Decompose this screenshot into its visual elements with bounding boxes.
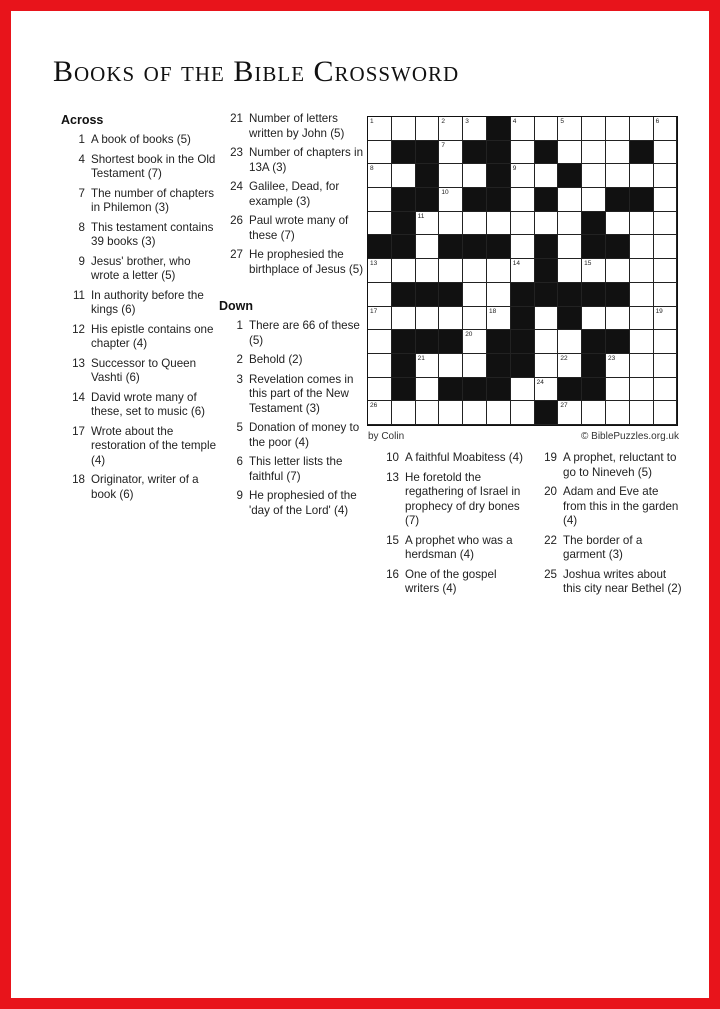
grid-cell[interactable] [463,401,487,425]
grid-cell[interactable] [558,141,582,165]
grid-cell[interactable] [582,117,606,141]
clue-text: Originator, writer of a book (6) [91,473,199,501]
grid-block [392,141,416,165]
grid-cell[interactable] [392,164,416,188]
clue-number: 3 [236,372,243,386]
grid-cell[interactable] [463,164,487,188]
clue-text: Successor to Queen Vashti (6) [91,356,197,384]
across-clue [61,187,217,216]
cell-number: 3 [465,118,469,125]
across-clue [61,255,217,284]
grid-cell[interactable] [368,307,392,331]
across-clue [61,391,217,420]
down-clue [375,451,525,466]
down-clue [375,568,525,597]
grid-block [582,235,606,259]
grid-cell[interactable] [439,164,463,188]
grid-cell[interactable] [368,188,392,212]
clue-number: 11 [72,288,85,302]
grid-block [606,235,630,259]
grid-block [606,283,630,307]
grid-block [439,378,463,402]
grid-cell[interactable] [630,212,654,236]
grid-block [606,330,630,354]
clue-text: Paul wrote many of these (7) [249,214,349,242]
grid-block [535,235,559,259]
grid-cell[interactable] [368,212,392,236]
across-clue [61,133,217,148]
down-clue [219,455,365,484]
clue-number: 21 [230,112,243,125]
grid-block [511,307,535,331]
grid-block [582,212,606,236]
grid-cell[interactable] [511,401,535,425]
across-clue [219,214,365,243]
grid-block [439,283,463,307]
grid-cell[interactable] [630,235,654,259]
down-clue [375,534,525,563]
across-clue [219,146,365,175]
grid-block [487,354,511,378]
cell-number: 22 [560,354,568,362]
grid-cell[interactable] [654,378,678,402]
grid-block [535,188,559,212]
grid-cell[interactable] [606,354,630,378]
grid-block [487,164,511,188]
grid-cell[interactable] [558,354,582,378]
grid-block [487,330,511,354]
grid-block [582,283,606,307]
grid-cell[interactable] [535,330,559,354]
grid-block [416,283,440,307]
grid-cell[interactable] [630,164,654,188]
grid-block [535,141,559,165]
grid-block [392,378,416,402]
clue-number: 24 [230,180,243,193]
grid-cell[interactable] [606,141,630,165]
clue-number: 18 [72,473,85,486]
grid-cell[interactable] [606,307,630,331]
grid-cell[interactable] [439,354,463,378]
grid-cell[interactable] [439,212,463,236]
cell-number: 13 [370,260,378,268]
clue-number: 23 [230,146,243,159]
grid-block [630,141,654,165]
grid-block [535,401,559,425]
down-clue [533,534,683,563]
across-clue [219,112,365,141]
clue-number: 8 [78,220,85,234]
cell-number: 21 [417,354,425,362]
grid-cell[interactable] [606,378,630,402]
down-clue [533,568,683,597]
grid-cell[interactable] [582,164,606,188]
grid-block [487,235,511,259]
across-clue [61,425,217,469]
grid-cell[interactable] [558,330,582,354]
grid-cell[interactable] [654,259,678,283]
grid-block [416,164,440,188]
cell-number: 20 [465,331,473,339]
grid-cell[interactable] [558,212,582,236]
clue-text: A faithful Moabitess (4) [405,451,523,464]
grid-block [463,235,487,259]
grid-cell[interactable] [392,259,416,283]
grid-cell[interactable] [392,117,416,141]
cell-number: 9 [512,165,517,173]
grid-block [606,188,630,212]
cell-number: 5 [560,118,564,125]
grid-cell[interactable] [487,307,511,331]
across-clue [219,248,365,277]
clue-number: 10 [386,451,399,464]
grid-cell[interactable] [582,141,606,165]
grid-cell[interactable] [654,330,678,354]
grid-cell[interactable] [558,117,582,141]
grid-block [416,330,440,354]
grid-cell[interactable] [606,212,630,236]
grid-block [439,330,463,354]
cell-number: 7 [441,141,446,149]
grid-cell[interactable] [654,164,678,188]
grid-cell[interactable] [511,235,535,259]
grid-cell[interactable] [511,212,535,236]
clue-text: Adam and Eve ate from this in the garden (4) [563,485,679,527]
across-clue [61,473,217,502]
grid-cell[interactable] [582,188,606,212]
grid-cell[interactable] [392,307,416,331]
grid-block [558,307,582,331]
clue-text: His epistle contains one chapter (4) [91,322,214,350]
grid-block [368,235,392,259]
clue-number: 14 [72,390,85,404]
grid-cell[interactable] [439,401,463,425]
grid-cell[interactable] [630,117,654,141]
clue-text: There are 66 of these (5) [249,319,360,347]
grid-block [463,188,487,212]
grid-block [416,141,440,165]
down-clue [219,373,365,417]
clue-text: Joshua writes about this city near Bethel (2) [563,567,682,595]
grid-cell[interactable] [606,164,630,188]
grid-block [487,188,511,212]
cell-number: 18 [488,307,497,315]
grid-cell[interactable] [535,164,559,188]
clue-number: 22 [544,533,557,547]
clue-text: Revelation comes in this part of the New Testament (3) [249,372,354,415]
clue-number: 26 [230,214,243,227]
grid-block [463,141,487,165]
grid-cell[interactable] [558,401,582,425]
clue-text: One of the gospel writers (4) [405,567,497,595]
clue-number: 27 [230,248,243,261]
grid-block [582,330,606,354]
grid-cell[interactable] [630,354,654,378]
clue-number: 9 [236,489,243,502]
clue-number: 6 [236,455,243,468]
grid-cell[interactable] [511,188,535,212]
clue-number: 2 [236,353,243,366]
grid-cell[interactable] [654,188,678,212]
author-credit: by Colin [368,431,405,442]
website-credit: © BiblePuzzles.org.uk [581,431,679,442]
grid-block [511,354,535,378]
down-heading: Down [219,299,254,313]
across-clue [219,180,365,209]
grid-cell[interactable] [511,117,535,141]
grid-cell[interactable] [392,401,416,425]
grid-cell[interactable] [654,283,678,307]
grid-cell[interactable] [463,354,487,378]
grid-cell[interactable] [535,212,559,236]
grid-cell[interactable] [511,259,535,283]
crossword-grid[interactable] [367,116,678,426]
grid-cell[interactable] [463,212,487,236]
grid-block [392,188,416,212]
grid-cell[interactable] [582,259,606,283]
grid-cell[interactable] [368,378,392,402]
grid-cell[interactable] [463,307,487,331]
grid-cell[interactable] [416,354,440,378]
grid-cell[interactable] [654,235,678,259]
cell-number: 1 [370,118,374,125]
grid-cell[interactable] [487,259,511,283]
clue-number: 9 [78,254,85,268]
grid-block [582,378,606,402]
cell-number: 14 [512,260,521,268]
clue-text: He foretold the regathering of Israel in prophecy of dry bones (7) [405,470,521,527]
grid-block [416,188,440,212]
clue-text: David wrote many of these, set to music (6) [91,390,206,418]
across-clues-column [61,113,217,507]
grid-cell[interactable] [416,378,440,402]
grid-cell[interactable] [582,401,606,425]
grid-cell[interactable] [487,212,511,236]
clue-number: 1 [236,319,243,332]
grid-cell[interactable] [368,141,392,165]
clue-text: Donation of money to the poor (4) [249,421,360,449]
clue-number: 16 [386,567,399,581]
cell-number: 4 [512,118,517,125]
cell-number: 8 [370,165,374,173]
grid-cell[interactable] [368,259,392,283]
grid-cell[interactable] [463,330,487,354]
grid-cell[interactable] [630,307,654,331]
grid-block [535,259,559,283]
clue-text: This testament contains 39 books (3) [91,220,214,248]
across-clue [61,357,217,386]
clue-number: 1 [78,133,85,146]
clue-text: A book of books (5) [91,133,191,146]
grid-cell[interactable] [416,401,440,425]
grid-block [558,164,582,188]
grid-cell[interactable] [511,141,535,165]
grid-cell[interactable] [582,307,606,331]
grid-cell[interactable] [630,378,654,402]
grid-cell[interactable] [630,401,654,425]
clue-number: 5 [236,421,243,434]
grid-cell[interactable] [654,141,678,165]
clue-number: 4 [78,152,85,166]
grid-cell[interactable] [558,259,582,283]
cell-number: 2 [441,118,446,125]
grid-cell[interactable] [368,117,392,141]
clue-number: 15 [386,533,399,547]
clue-text: This letter lists the faithful (7) [249,455,343,483]
across-clue [61,153,217,182]
down-clue [533,451,683,480]
grid-cell[interactable] [368,164,392,188]
grid-cell[interactable] [535,354,559,378]
across-clue [61,289,217,318]
across-clue [61,323,217,352]
grid-block [392,354,416,378]
clue-text: A prophet, reluctant to go to Nineveh (5) [563,451,677,479]
grid-block [511,330,535,354]
down-clue [219,421,365,450]
grid-block [630,188,654,212]
page-title: Books of the Bible Crossword [53,55,460,88]
grid-block [511,283,535,307]
grid-cell[interactable] [606,401,630,425]
clues-column-3 [375,451,525,602]
across-heading: Across [61,113,104,127]
grid-cell[interactable] [654,307,678,331]
clue-number: 20 [544,485,557,498]
clue-number: 25 [544,567,557,581]
grid-block [582,354,606,378]
clue-number: 12 [72,322,85,336]
grid-cell[interactable] [606,259,630,283]
grid-block [535,283,559,307]
grid-cell[interactable] [535,378,559,402]
grid-cell[interactable] [368,330,392,354]
down-clue [219,319,365,348]
grid-cell[interactable] [511,164,535,188]
grid-cell[interactable] [630,283,654,307]
grid-cell[interactable] [368,401,392,425]
down-clue [375,471,525,529]
grid-block [392,283,416,307]
down-clue [219,353,365,368]
cell-number: 17 [370,307,378,315]
grid-block [487,141,511,165]
grid-block [463,378,487,402]
cell-number: 6 [655,118,660,125]
cell-number: 11 [417,212,425,220]
cell-number: 19 [655,307,663,315]
clues-column-2 [219,112,365,523]
clue-text: He prophesied the birthplace of Jesus (5) [249,248,364,276]
grid-cell[interactable] [439,259,463,283]
cell-number: 27 [560,402,568,410]
grid-cell[interactable] [511,378,535,402]
clue-number: 7 [78,186,85,200]
clue-text: Shortest book in the Old Testament (7) [91,152,216,180]
grid-block [392,235,416,259]
clue-text: Wrote about the restoration of the temple (4) [91,424,217,467]
grid-cell[interactable] [439,141,463,165]
grid-cell[interactable] [558,235,582,259]
grid-cell[interactable] [463,283,487,307]
cell-number: 10 [441,189,449,197]
clue-text: The number of chapters in Philemon (3) [91,186,215,214]
cell-number: 15 [584,260,592,268]
down-clue [533,485,683,529]
grid-cell[interactable] [463,117,487,141]
clue-text: Number of chapters in 13A (3) [249,146,364,174]
grid-cell[interactable] [368,283,392,307]
cell-number: 23 [607,354,616,362]
grid-cell[interactable] [439,117,463,141]
clue-text: In authority before the kings (6) [91,288,204,316]
clue-number: 19 [544,451,557,464]
clue-text: Galilee, Dead, for example (3) [249,180,340,208]
clue-text: Number of letters written by John (5) [249,112,345,140]
grid-cell[interactable] [416,117,440,141]
clue-text: Behold (2) [249,353,303,366]
grid-cell[interactable] [654,401,678,425]
grid-cell[interactable] [416,259,440,283]
across-clue [61,221,217,250]
grid-block [487,117,511,141]
grid-block [558,283,582,307]
grid-cell[interactable] [416,235,440,259]
grid-cell[interactable] [630,330,654,354]
clues-column-4 [533,451,683,602]
clue-text: He prophesied of the 'day of the Lord' (4) [249,489,357,517]
grid-cell[interactable] [439,188,463,212]
grid-block [392,330,416,354]
clue-number: 13 [386,470,399,484]
grid-cell[interactable] [535,117,559,141]
grid-cell[interactable] [463,259,487,283]
clue-text: A prophet who was a herdsman (4) [405,533,513,561]
grid-cell[interactable] [439,307,463,331]
grid-cell[interactable] [606,117,630,141]
grid-cell[interactable] [487,283,511,307]
grid-cell[interactable] [654,354,678,378]
down-clue [219,489,365,518]
grid-block [392,212,416,236]
grid-cell[interactable] [487,401,511,425]
grid-block [439,235,463,259]
grid-cell[interactable] [416,307,440,331]
clue-text: Jesus' brother, who wrote a letter (5) [91,254,191,282]
grid-block [558,378,582,402]
grid-cell[interactable] [368,354,392,378]
cell-number: 24 [536,378,544,386]
clue-number: 13 [72,356,85,370]
grid-cell[interactable] [416,212,440,236]
grid-block [487,378,511,402]
cell-number: 26 [370,402,378,410]
grid-cell[interactable] [654,117,678,141]
grid-cell[interactable] [535,307,559,331]
clue-number: 17 [72,424,85,438]
clue-text: The border of a garment (3) [563,533,643,561]
grid-cell[interactable] [630,259,654,283]
grid-cell[interactable] [654,212,678,236]
grid-cell[interactable] [558,188,582,212]
